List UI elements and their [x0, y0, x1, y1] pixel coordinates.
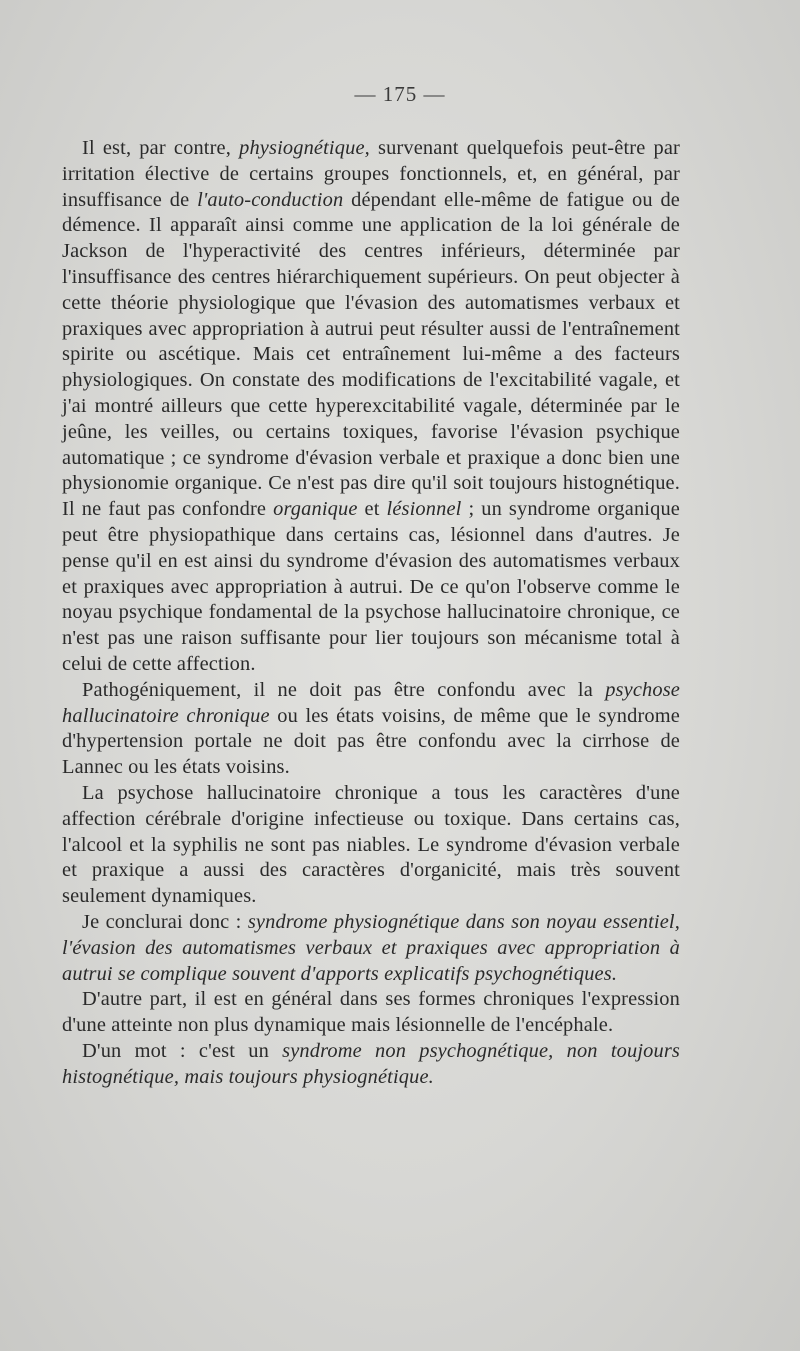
italic-text: physiognétique,	[239, 137, 370, 159]
text-run: et	[357, 498, 387, 521]
paragraph	[62, 678, 680, 781]
text-run: survenant quelquefois peut-être par irritation élective de certains groupes fonctionnels, et, en général, par insuffisance de	[62, 137, 680, 211]
text-run: Je conclurai donc :	[82, 910, 248, 933]
paragraph	[62, 781, 680, 910]
text-run: D'un mot : c'est un	[82, 1039, 283, 1062]
page-number: — 175 —	[354, 82, 446, 106]
italic-text: psychose hallucinatoire chronique	[62, 678, 680, 727]
italic-text: organique	[273, 498, 358, 521]
paragraph	[62, 136, 680, 678]
italic-text: syndrome physiognétique dans son noyau essentiel, l'évasion des automatismes verbaux et praxiques avec appropriation à autrui se complique souvent d'apports explicatifs psychognétiques.	[62, 910, 680, 985]
italic-text: lésionnel	[386, 498, 462, 521]
body-text	[62, 136, 680, 1090]
italic-text: l'auto-conduction	[197, 188, 344, 211]
paragraph	[62, 987, 680, 1039]
paragraph	[62, 1039, 680, 1091]
text-run: ou les états voisins, de même que le syndrome d'hypertension portale ne doit pas être confondu avec la cirrhose de Lannec ou les états voisins.	[62, 704, 680, 779]
text-run: Pathogéniquement, il ne doit pas être confondu avec la	[82, 678, 606, 701]
text-run: Il est, par contre,	[82, 137, 240, 159]
text-run: ; un syndrome organique peut être physiopathique dans certains cas, lésionnel dans d'autres. Je pense qu'il en est ainsi du syndrome d'évasion des automatismes verbaux et praxiques avec appropriation à autrui. De ce qu'on l'observe comme le noyau psychique fondamental de la psychose hallucinatoire chronique, ce n'est pas une raison suffisante pour lier toujours son mécanisme total à celui de cette affection.	[62, 498, 680, 675]
italic-text: syndrome non psychognétique, non toujours histognétique, mais toujours physiognétique.	[62, 1039, 680, 1088]
text-run: La psychose hallucinatoire chronique a tous les caractères d'une affection cérébrale d'origine infectieuse ou toxique. Dans certains cas, l'alcool et la syphilis ne sont pas niables. Le syndrome d'évasion verbale et praxique a aussi des caractères d'organicité, mais très souvent seulement dynamiques.	[62, 781, 680, 908]
paragraph	[62, 910, 680, 987]
text-run: D'autre part, il est en général dans ses formes chroniques l'expression d'une atteinte non plus dynamique mais lésionnelle de l'encéphale.	[62, 988, 680, 1037]
text-run: dépendant elle-même de fatigue ou de démence. Il apparaît ainsi comme une application de la loi générale de Jackson de l'hyperactivité des centres inférieurs, déterminée par l'insuffisance des centres hiérarchiquement supérieurs. On peut objecter à cette théorie physiologique que l'évasion des automatismes verbaux et praxiques avec appropriation à autrui peut résulter aussi de l'entraînement spirite ou ascétique. Mais cet entraînement lui-même a des facteurs physiologiques. On constate des modifications de l'excitabilité vagale, et j'ai montré ailleurs que cette hyperexcitabilité vagale, déterminée par le jeûne, les veilles, ou certains toxiques, favorise l'évasion psychique automatique ; ce syndrome d'évasion verbale et praxique a donc bien une physionomie organique. Ce n'est pas dire qu'il soit toujours histognétique. Il ne faut pas confondre	[62, 188, 681, 521]
